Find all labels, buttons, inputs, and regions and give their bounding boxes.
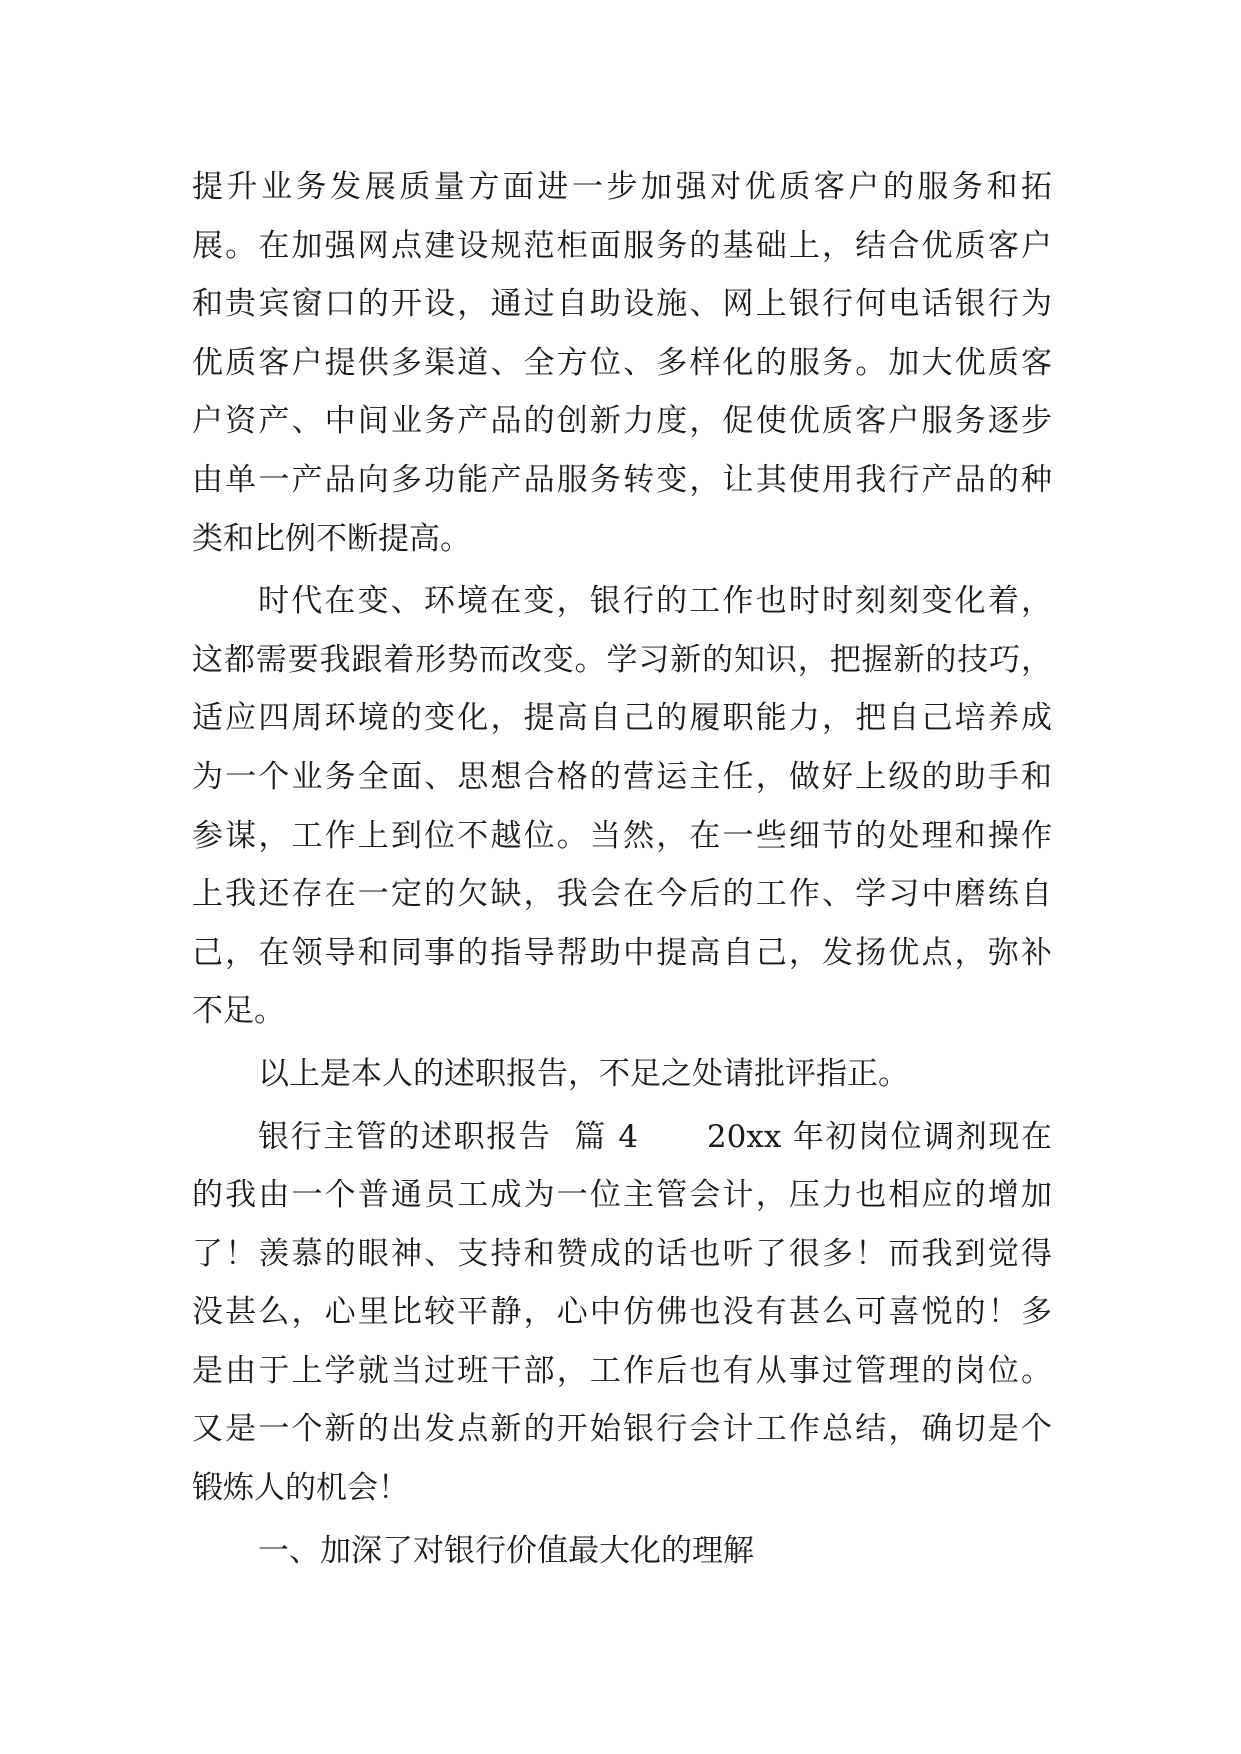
text-line: 展。在加强网点建设规范柜面服务的基础上，结合优质客户 (192, 227, 1052, 264)
text-line: 时代在变、环境在变，银行的工作也时时刻刻变化着， (258, 583, 1052, 620)
section-heading (192, 1522, 1052, 1581)
paragraph-service-expansion (192, 158, 1052, 568)
text-line: 银行主管的述职报告 篇 4 20xx 年初岗位调剂现在 (258, 1118, 1052, 1155)
paragraph-closing-remark (192, 1045, 1052, 1104)
text-line: 的我由一个普通员工成为一位主管会计，压力也相应的增加 (192, 1177, 1052, 1214)
text-line: 和贵宾窗口的开设，通过自助设施、网上银行何电话银行为 (192, 286, 1052, 323)
text-line: 锻炼人的机会！ (192, 1470, 409, 1507)
text-line: 为一个业务全面、思想合格的营运主任，做好上级的助手和 (192, 758, 1052, 795)
text-line: 类和比例不断提高。 (192, 520, 471, 557)
text-line: 上我还存在一定的欠缺，我会在今后的工作、学习中磨练自 (192, 876, 1052, 913)
text-line: 这都需要我跟着形势而改变。学习新的知识，把握新的技巧， (192, 641, 1052, 678)
text-line: 户资产、中间业务产品的创新力度，促使优质客户服务逐步 (192, 403, 1052, 440)
text-line: 己，在领导和同事的指导帮助中提高自己，发扬优点，弥补 (192, 934, 1052, 971)
document-page (192, 158, 1052, 1580)
text-line: 优质客户提供多渠道、全方位、多样化的服务。加大优质客 (192, 344, 1052, 381)
text-line: 参谋，工作上到位不越位。当然，在一些细节的处理和操作 (192, 817, 1052, 854)
text-line: 一、加深了对银行价值最大化的理解 (258, 1532, 754, 1569)
text-line: 提升业务发展质量方面进一步加强对优质客户的服务和拓 (192, 169, 1052, 205)
paragraph-changing-times (192, 572, 1052, 1041)
text-line: 适应四周环境的变化，提高自己的履职能力，把自己培养成 (192, 700, 1052, 737)
paragraph-report-4 (192, 1108, 1052, 1518)
text-line: 了！羡慕的眼神、支持和赞成的话也听了很多！而我到觉得 (192, 1235, 1052, 1272)
text-line: 以上是本人的述职报告，不足之处请批评指正。 (258, 1055, 909, 1092)
text-line: 不足。 (192, 993, 285, 1030)
text-line: 没甚么，心里比较平静，心中仿佛也没有甚么可喜悦的！多 (192, 1294, 1052, 1331)
text-line: 又是一个新的出发点新的开始银行会计工作总结，确切是个 (192, 1411, 1052, 1448)
text-line: 由单一产品向多功能产品服务转变，让其使用我行产品的种 (192, 461, 1052, 498)
text-line: 是由于上学就当过班干部，工作后也有从事过管理的岗位。 (192, 1352, 1052, 1389)
